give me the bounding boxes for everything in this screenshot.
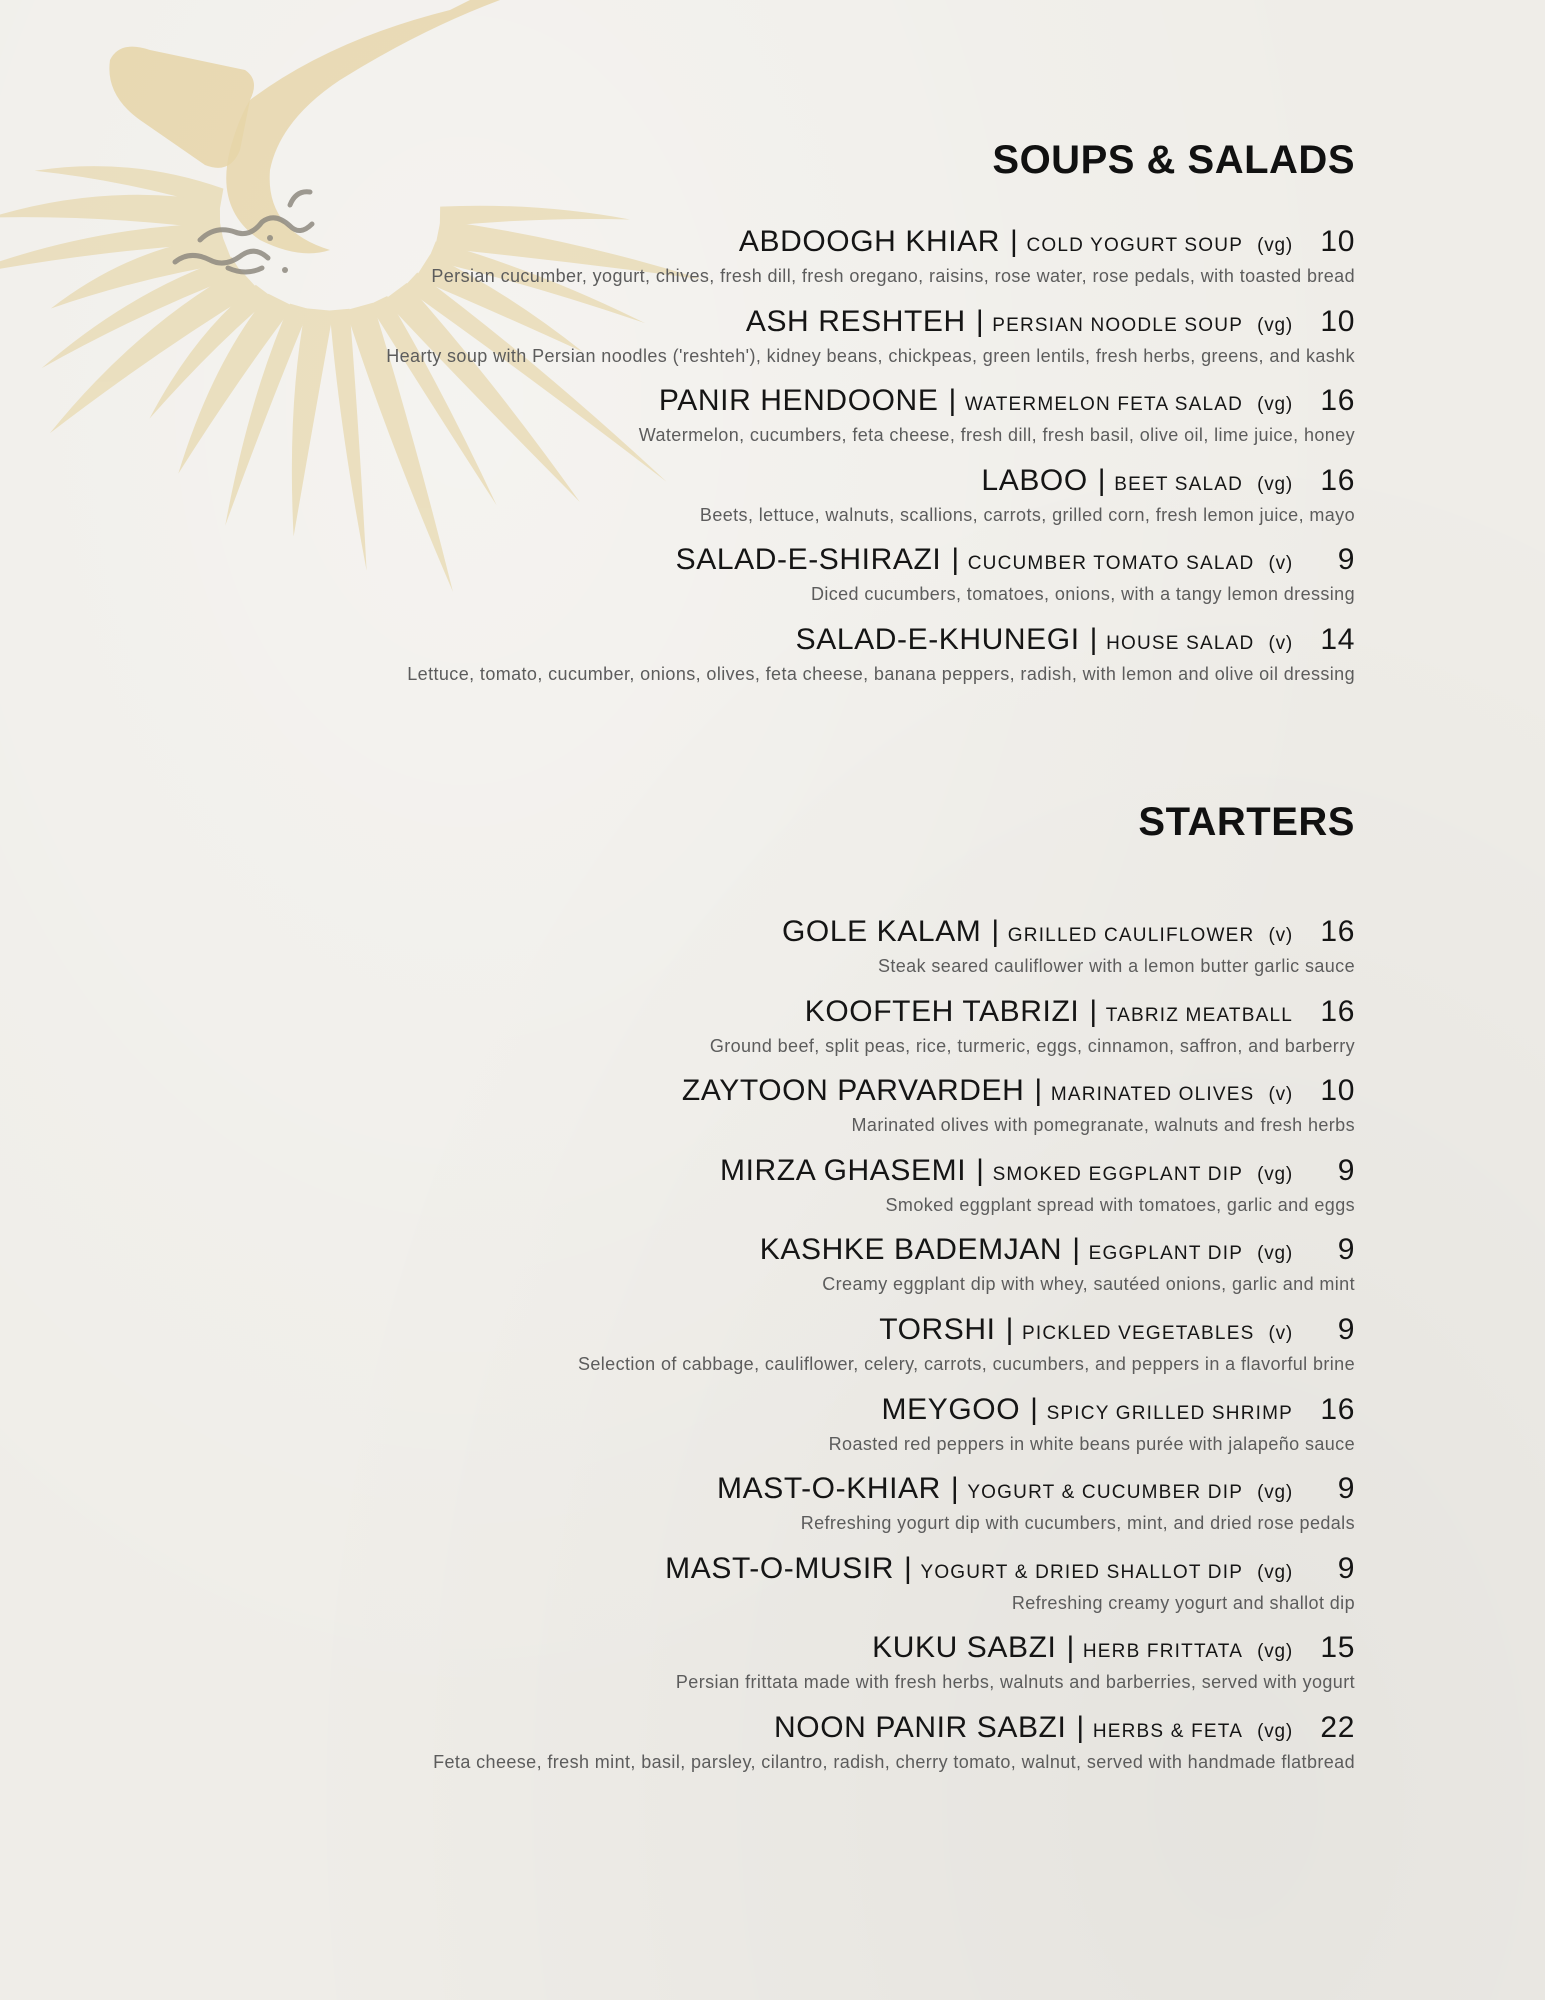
menu-item-subtitle: MARINATED OLIVES	[1050, 1084, 1255, 1106]
separator: |	[1089, 994, 1098, 1028]
menu-item-price: 16	[1320, 384, 1355, 418]
section-title: STARTERS	[1138, 800, 1355, 844]
menu-item-name: KOOFTEH TABRIZI	[804, 994, 1080, 1028]
menu-item-subtitle: YOGURT & CUCUMBER DIP	[967, 1482, 1244, 1504]
menu-item-heading	[717, 1472, 1355, 1510]
separator: |	[1072, 1233, 1081, 1267]
menu-item-description: Persian frittata made with fresh herbs, walnuts and barberries, served with yogurt	[675, 1672, 1355, 1693]
menu-item-price: 10	[1320, 1074, 1355, 1108]
diet-badge: (v)	[1268, 1323, 1293, 1344]
menu-item-name: MIRZA GHASEMI	[719, 1153, 967, 1187]
diet-badge: (vg)	[1257, 1561, 1293, 1583]
menu-item-heading	[700, 464, 1355, 502]
menu-item-description: Lettuce, tomato, cucumber, onions, olives, feta cheese, banana peppers, radish, with lemon and olive oil dressing	[407, 664, 1355, 684]
diet-badge: (v)	[1268, 1084, 1293, 1106]
separator: |	[948, 384, 957, 418]
separator: |	[991, 915, 1000, 948]
menu-item-subtitle: SPICY GRILLED SHRIMP	[1046, 1402, 1293, 1424]
menu-item	[665, 1552, 1355, 1614]
menu-item-name: TORSHI	[879, 1313, 996, 1346]
emblem-ray	[292, 308, 334, 536]
menu-item-heading	[720, 1154, 1355, 1192]
menu-item	[682, 1074, 1355, 1136]
menu-item-price: 10	[1320, 304, 1355, 338]
menu-item-description: Feta cheese, fresh mint, basil, parsley, cilantro, radish, cherry tomato, walnut, served with handmade flatbread	[433, 1752, 1355, 1772]
separator: |	[976, 1153, 985, 1187]
menu-item-name: NOON PANIR SABZI	[774, 1711, 1067, 1744]
menu-item-description: Ground beef, split peas, rice, turmeric, eggs, cinnamon, saffron, and barberry	[709, 1035, 1355, 1056]
menu-item-subtitle: SMOKED EGGPLANT DIP	[992, 1163, 1244, 1185]
separator: |	[951, 543, 960, 577]
menu-item-price: 9	[1337, 543, 1355, 577]
menu-item-description: Refreshing creamy yogurt and shallot dip	[1011, 1592, 1355, 1613]
separator: |	[1076, 1711, 1085, 1744]
menu-item-description: Beets, lettuce, walnuts, scallions, carrots, grilled corn, fresh lemon juice, mayo	[699, 504, 1355, 525]
menu-item	[829, 1393, 1355, 1455]
diet-badge: (v)	[1268, 633, 1293, 654]
menu-item-description: Roasted red peppers in white beans purée with jalapeño sauce	[828, 1433, 1355, 1454]
menu-item-description: Refreshing yogurt dip with cucumbers, mint, and dried rose pedals	[800, 1513, 1355, 1534]
menu-item-heading	[682, 1074, 1355, 1112]
menu-item-heading	[782, 915, 1355, 953]
menu-item-heading	[665, 1552, 1355, 1590]
menu-item-name: MEYGOO	[881, 1392, 1021, 1426]
menu-item	[760, 1233, 1355, 1295]
menu-item-name: KUKU SABZI	[872, 1631, 1057, 1665]
menu-item-heading	[431, 225, 1355, 263]
menu-item-description: Steak seared cauliflower with a lemon butter garlic sauce	[877, 956, 1355, 976]
diet-badge: (v)	[1268, 925, 1293, 946]
menu-item-name: ZAYTOON PARVARDEH	[681, 1074, 1025, 1108]
menu-item-name: SALAD-E-SHIRAZI	[675, 543, 942, 577]
menu-item-price: 9	[1337, 1233, 1355, 1267]
diet-badge: (v)	[1268, 553, 1293, 575]
separator: |	[1034, 1074, 1043, 1108]
menu-item-heading	[639, 384, 1355, 422]
menu-item-subtitle: GRILLED CAULIFLOWER	[1007, 925, 1255, 946]
menu-item	[710, 995, 1355, 1057]
menu-item-subtitle: CUCUMBER TOMATO SALAD	[967, 553, 1255, 575]
menu-item-price: 16	[1320, 915, 1355, 948]
menu-item-heading	[386, 305, 1355, 343]
menu-item-price: 9	[1337, 1313, 1355, 1346]
menu-item	[676, 543, 1355, 605]
menu-item-price: 16	[1320, 1392, 1355, 1426]
diet-badge: (vg)	[1257, 1482, 1293, 1504]
separator: |	[1066, 1631, 1075, 1665]
menu-item-subtitle: COLD YOGURT SOUP	[1026, 235, 1244, 256]
separator: |	[904, 1551, 913, 1585]
emblem-ray	[440, 206, 630, 227]
menu-item-subtitle: PICKLED VEGETABLES	[1022, 1323, 1255, 1344]
menu-item-heading	[676, 1631, 1355, 1669]
menu-item-subtitle: TABRIZ MEATBALL	[1105, 1004, 1293, 1026]
diet-badge: (vg)	[1257, 394, 1293, 416]
menu-item-subtitle: HERBS & FETA	[1092, 1721, 1244, 1742]
separator: |	[1010, 225, 1019, 258]
menu-item-description: Watermelon, cucumbers, feta cheese, fresh dill, fresh basil, olive oil, lime juice, honey	[638, 425, 1355, 446]
menu-item-name: MAST-O-KHIAR	[717, 1472, 941, 1506]
menu-item-name: GOLE KALAM	[781, 915, 982, 948]
menu-item	[717, 1472, 1355, 1534]
separator: |	[1005, 1313, 1014, 1346]
menu-item-heading	[407, 623, 1355, 661]
menu-item	[386, 305, 1355, 367]
diet-badge: (vg)	[1257, 1641, 1293, 1663]
menu-item-description: Diced cucumbers, tomatoes, onions, with a tangy lemon dressing	[810, 584, 1355, 605]
menu-item-subtitle: BEET SALAD	[1114, 473, 1244, 495]
menu-item-description: Hearty soup with Persian noodles ('reshteh'), kidney beans, chickpeas, green lentils, fresh herbs, greens, and kashk	[386, 345, 1355, 366]
menu-item-description: Creamy eggplant dip with whey, sautéed onions, garlic and mint	[822, 1274, 1355, 1295]
menu-item-description: Marinated olives with pomegranate, walnuts and fresh herbs	[851, 1115, 1355, 1136]
menu-item-heading	[433, 1711, 1355, 1749]
diet-badge: (vg)	[1257, 473, 1293, 495]
menu-item-name: PANIR HENDOONE	[658, 384, 939, 418]
menu-item	[433, 1711, 1355, 1773]
menu-item	[700, 464, 1355, 526]
separator: |	[975, 304, 985, 338]
menu-item-price: 14	[1320, 623, 1355, 656]
menu-item-price: 10	[1320, 225, 1355, 258]
menu-item-subtitle: EGGPLANT DIP	[1088, 1243, 1244, 1265]
menu-item-price: 15	[1320, 1631, 1355, 1665]
menu-item-description: Smoked eggplant spread with tomatoes, garlic and eggs	[885, 1194, 1355, 1215]
menu-item	[639, 384, 1355, 446]
menu-item-price: 9	[1337, 1551, 1355, 1585]
menu-item-name: MAST-O-MUSIR	[665, 1551, 895, 1585]
menu-item-subtitle: PERSIAN NOODLE SOUP	[992, 314, 1244, 336]
menu-item	[407, 623, 1355, 685]
diet-badge: (vg)	[1257, 1721, 1293, 1742]
menu-item-heading	[578, 1313, 1355, 1351]
menu-item-heading	[710, 995, 1355, 1033]
menu-item-description: Selection of cabbage, cauliflower, celery, carrots, cucumbers, and peppers in a flavorful brine	[577, 1354, 1355, 1374]
menu-item	[578, 1313, 1355, 1375]
menu-item	[782, 915, 1355, 977]
menu-item-subtitle: HERB FRITTATA	[1082, 1641, 1244, 1663]
menu-item-heading	[676, 543, 1355, 581]
diet-badge: (vg)	[1257, 1163, 1293, 1185]
separator: |	[950, 1472, 960, 1506]
menu-item	[431, 225, 1355, 287]
menu-item-price: 16	[1320, 463, 1355, 497]
diet-badge: (vg)	[1257, 1243, 1293, 1265]
menu-item-price: 9	[1337, 1472, 1355, 1506]
separator: |	[1097, 463, 1107, 497]
menu-item-name: ASH RESHTEH	[745, 304, 966, 338]
emblem-ray	[0, 195, 220, 230]
menu-item-name: ABDOOGH KHIAR	[738, 225, 1001, 258]
menu-item-name: SALAD-E-KHUNEGI	[795, 623, 1080, 656]
menu-item-subtitle: YOGURT & DRIED SHALLOT DIP	[920, 1561, 1244, 1583]
menu-item-name: LABOO	[981, 463, 1088, 497]
menu-item-price: 16	[1320, 994, 1355, 1028]
menu-item-heading	[760, 1233, 1355, 1271]
menu-item	[676, 1631, 1355, 1693]
menu-item-price: 22	[1320, 1711, 1355, 1744]
menu-item	[720, 1154, 1355, 1216]
menu-item-price: 9	[1337, 1153, 1355, 1187]
menu-item-subtitle: HOUSE SALAD	[1106, 633, 1255, 654]
section-title: SOUPS & SALADS	[992, 138, 1355, 182]
menu-item-heading	[829, 1393, 1355, 1431]
diet-badge: (vg)	[1257, 314, 1293, 336]
menu-item-subtitle: WATERMELON FETA SALAD	[964, 394, 1244, 416]
menu-item-description: Persian cucumber, yogurt, chives, fresh dill, fresh oregano, raisins, rose water, rose pedals, with toasted bread	[431, 266, 1355, 286]
separator: |	[1030, 1392, 1039, 1426]
menu-item-name: KASHKE BADEMJAN	[759, 1233, 1063, 1267]
separator: |	[1089, 623, 1099, 656]
diet-badge: (vg)	[1257, 235, 1293, 256]
